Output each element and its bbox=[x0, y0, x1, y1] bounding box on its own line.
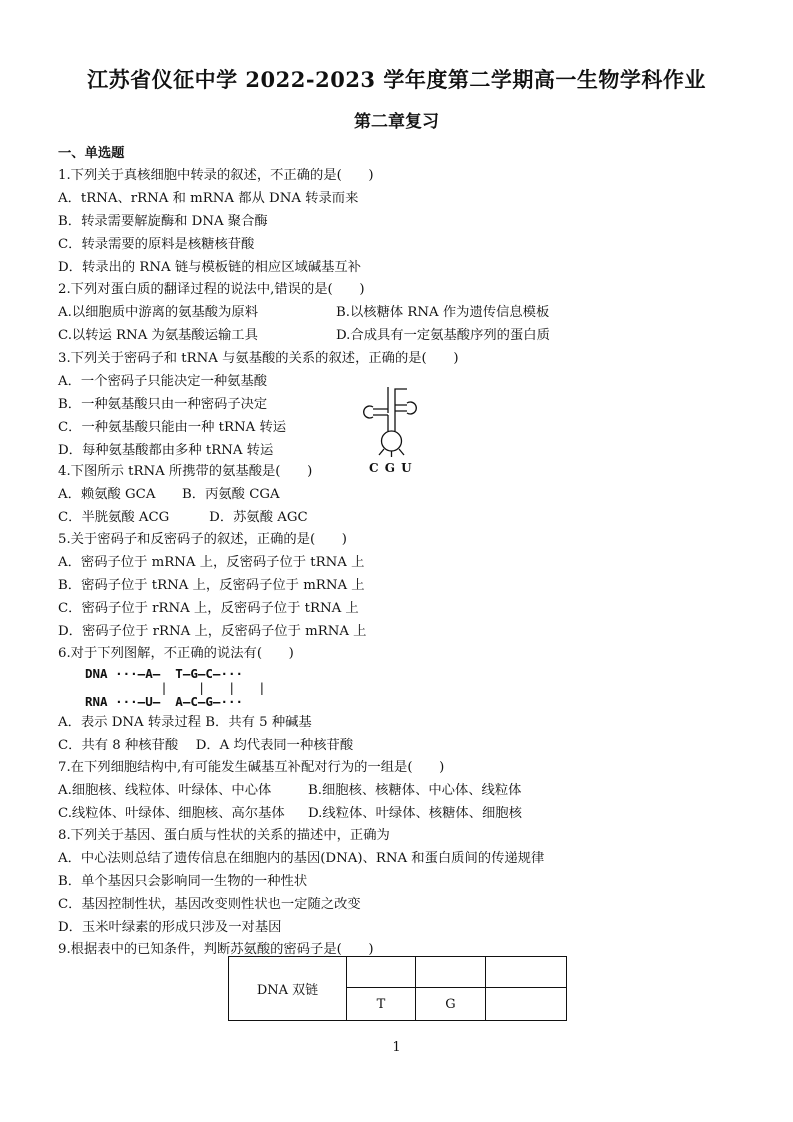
q1-option-b: B．转录需要解旋酶和 DNA 聚合酶 bbox=[58, 214, 268, 229]
q5-stem: 5.关于密码子和反密码子的叙述，正确的是( ) bbox=[58, 532, 347, 547]
codon-table-cell: T bbox=[347, 988, 416, 1021]
q5-option-a: A．密码子位于 mRNA 上，反密码子位于 tRNA 上 bbox=[58, 555, 365, 570]
q6-dna-strand: DNA ···—A— T—G—C—··· bbox=[85, 666, 244, 681]
q9-stem: 9.根据表中的已知条件，判断苏氨酸的密码子是( ) bbox=[58, 942, 374, 957]
q3-option-b: B．一种氨基酸只由一种密码子决定 bbox=[58, 397, 268, 412]
q4-stem: 4.下图所示 tRNA 所携带的氨基酸是( ) bbox=[58, 464, 313, 479]
q7-option-d: D.线粒体、叶绿体、核糖体、细胞核 bbox=[308, 806, 522, 821]
page-number: 1 bbox=[392, 1040, 401, 1055]
q3-option-a: A．一个密码子只能决定一种氨基酸 bbox=[58, 374, 268, 389]
q6-options-ab: A．表示 DNA 转录过程 B．共有 5 种碱基 bbox=[58, 715, 312, 730]
codon-table bbox=[228, 956, 567, 1021]
q5-option-d: D．密码子位于 rRNA 上，反密码子位于 mRNA 上 bbox=[58, 624, 367, 639]
codon-table-cell bbox=[347, 957, 416, 988]
q2-option-a: A.以细胞质中游离的氨基酸为原料 bbox=[58, 305, 258, 320]
q2-option-d: D.合成具有一定氨基酸序列的蛋白质 bbox=[336, 328, 550, 343]
q3-option-c: C．一种氨基酸只能由一种 tRNA 转运 bbox=[58, 420, 287, 435]
q8-stem: 8.下列关于基因、蛋白质与性状的关系的描述中，正确为 bbox=[58, 828, 390, 843]
q5-option-b: B．密码子位于 tRNA 上，反密码子位于 mRNA 上 bbox=[58, 578, 365, 593]
q6-base-pair-bonds: | | | | bbox=[85, 680, 266, 695]
trna-anticodon-loop bbox=[382, 431, 402, 451]
q7-option-b: B.细胞核、核糖体、中心体、线粒体 bbox=[308, 783, 522, 798]
q6-options-cd: C．共有 8 种核苷酸 D．A 均代表同一种核苷酸 bbox=[58, 738, 354, 753]
codon-table-cell: G bbox=[416, 988, 486, 1021]
codon-table-cell bbox=[416, 957, 486, 988]
trna-anticodon-label: C G U bbox=[369, 461, 413, 475]
q1-option-a: A．tRNA、rRNA 和 mRNA 都从 DNA 转录而来 bbox=[58, 191, 359, 206]
page-subtitle: 第二章复习 bbox=[354, 112, 439, 132]
q7-option-a: A.细胞核、线粒体、叶绿体、中心体 bbox=[58, 783, 272, 798]
q4-options-ab: A．赖氨酸 GCA B．丙氨酸 CGA bbox=[58, 487, 280, 502]
trna-acceptor-end bbox=[395, 389, 407, 395]
q1-option-c: C．转录需要的原料是核糖核苷酸 bbox=[58, 237, 255, 252]
q2-option-c: C.以转运 RNA 为氨基酸运输工具 bbox=[58, 328, 258, 343]
q7-option-c: C.线粒体、叶绿体、细胞核、高尔基体 bbox=[58, 806, 285, 821]
q7-stem: 7.在下列细胞结构中,有可能发生碱基互补配对行为的一组是( ) bbox=[58, 760, 445, 775]
q3-option-d: D．每种氨基酸都由多种 tRNA 转运 bbox=[58, 443, 274, 458]
q2-option-b: B.以核糖体 RNA 作为遗传信息模板 bbox=[336, 305, 550, 320]
q8-option-d: D．玉米叶绿素的形成只涉及一对基因 bbox=[58, 920, 282, 935]
codon-table-cell bbox=[486, 988, 567, 1021]
q1-option-d: D．转录出的 RNA 链与模板链的相应区域碱基互补 bbox=[58, 260, 362, 275]
codon-table-row-label: DNA 双链 bbox=[229, 957, 347, 1021]
trna-t-loop bbox=[407, 402, 416, 414]
q6-rna-strand: RNA ···—U— A—C—G—··· bbox=[85, 694, 244, 709]
trna-d-loop bbox=[364, 406, 373, 418]
q5-option-c: C．密码子位于 rRNA 上，反密码子位于 tRNA 上 bbox=[58, 601, 359, 616]
q1-stem: 1.下列关于真核细胞中转录的叙述，不正确的是( ) bbox=[58, 168, 374, 183]
q8-option-c: C．基因控制性状，基因改变则性状也一定随之改变 bbox=[58, 897, 361, 912]
q8-option-a: A．中心法则总结了遗传信息在细胞内的基因(DNA)、RNA 和蛋白质间的传递规律 bbox=[58, 851, 545, 866]
q6-stem: 6.对于下列图解，不正确的说法有( ) bbox=[58, 646, 294, 661]
codon-table-cell bbox=[486, 957, 567, 988]
q2-stem: 2.下列对蛋白质的翻译过程的说法中,错误的是( ) bbox=[58, 282, 365, 297]
q4-options-cd: C．半胱氨酸 ACG D．苏氨酸 AGC bbox=[58, 510, 308, 525]
page-title: 江苏省仪征中学 2022-2023 学年度第二学期高一生物学科作业 bbox=[87, 67, 706, 92]
section-heading: 一、单选题 bbox=[58, 146, 125, 161]
q8-option-b: B．单个基因只会影响同一生物的一种性状 bbox=[58, 874, 308, 889]
q3-stem: 3.下列关于密码子和 tRNA 与氨基酸的关系的叙述，正确的是( ) bbox=[58, 351, 459, 366]
